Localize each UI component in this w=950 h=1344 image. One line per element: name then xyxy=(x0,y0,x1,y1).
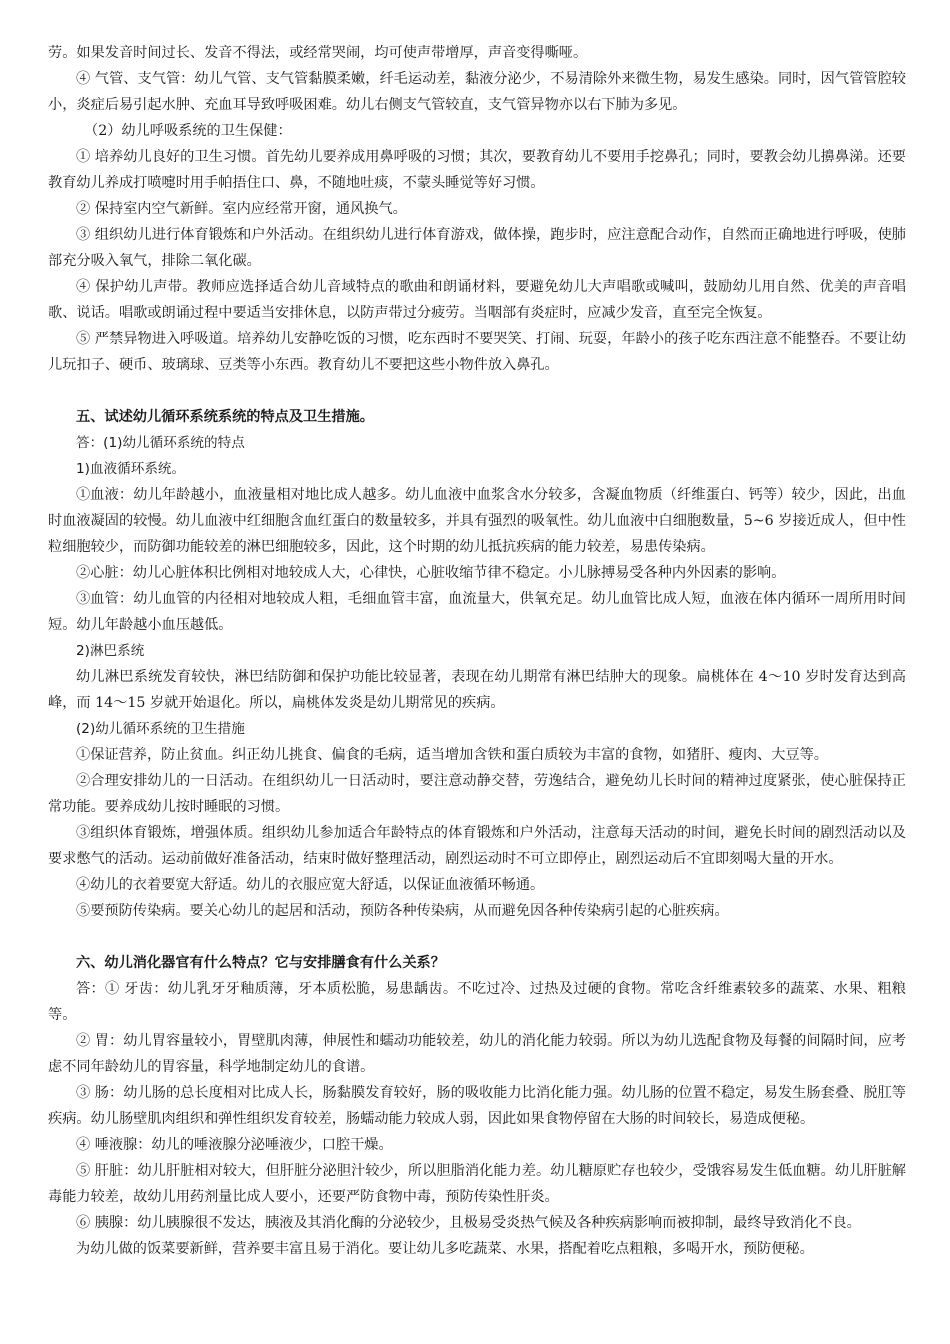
paragraph-intestine: ③ 肠：幼儿肠的总长度相对比成人长，肠黏膜发育较好，肠的吸收能力比消化能力强。幼儿肠的位置不稳定，易发生肠套叠、脱肛等疾病。幼儿肠壁肌肉组织和弹性组织发育较差，肠蠕动能力较成人弱，因此如果食物停留在大肠的时间较长，易造成便秘。 xyxy=(48,1085,906,1127)
paragraph-lymph: 幼儿淋巴系统发育较快，淋巴结防御和保护功能比较显著，表现在幼儿期常有淋巴结肿大的现象。扁桃体在 4～10 岁时发育达到高峰，而 14～15 岁就开始退化。所以，扁桃体发炎是幼儿期常见的疾病。 xyxy=(48,669,906,711)
paragraph-diet-advice: 为幼儿做的饭菜要新鲜，营养要丰富且易于消化。要让幼儿多吃蔬菜、水果，搭配着吃点粗粮，多喝开水，预防便秘。 xyxy=(76,1241,814,1257)
document-page xyxy=(48,40,906,1262)
paragraph-pancreas: ⑥ 胰腺：幼儿胰腺很不发达，胰液及其消化酶的分泌较少，且极易受炎热气候及各种疾病影响而被抑制，最终导致消化不良。 xyxy=(76,1215,861,1231)
section-5-heading: 五、试述幼儿循环系统系统的特点及卫生措施。 xyxy=(76,409,374,425)
paragraph-circ-care-5: ⑤要预防传染病。要关心幼儿的起居和活动，预防各种传染病，从而避免因各种传染病引起的心脏疾病。 xyxy=(76,903,729,919)
paragraph-circ-care-1: ①保证营养，防止贫血。纠正幼儿挑食、偏食的毛病，适当增加含铁和蛋白质较为丰富的食物，如猪肝、瘦肉、大豆等。 xyxy=(76,747,828,763)
paragraph-salivary: ④ 唾液腺：幼儿的唾液腺分泌唾液少，口腔干燥。 xyxy=(76,1137,393,1153)
paragraph-vessel: ③血管：幼儿血管的内径相对地较成人粗，毛细血管丰富，血流量大，供氧充足。幼儿血管比成人短，血液在体内循环一周所用时间短。幼儿年龄越小血压越低。 xyxy=(48,591,906,633)
paragraph-blood: ①血液：幼儿年龄越小，血液量相对地比成人越多。幼儿血液中血浆含水分较多，含凝血物质（纤维蛋白、钙等）较少，因此，出血时血液凝固的较慢。幼儿血液中红细胞含血红蛋白的数量较多，并具有强烈的吸氧性。幼儿血液中白细胞数量，5~6 岁接近成人，但中性粒细胞较少，而防御功能较差的淋巴细胞较多，因此，这个时期的幼儿抵抗疾病的能力较差，易患传染病。 xyxy=(48,487,906,555)
section-spacer xyxy=(48,378,906,404)
paragraph-trachea: ④ 气管、支气管：幼儿气管、支气管黏膜柔嫩，纤毛运动差，黏液分泌少，不易清除外来微生物，易发生感染。同时，因气管管腔较小，炎症后易引起水肿、充血耳导致呼吸困难。幼儿右侧支气管较直，支气管异物亦以右下肺为多见。 xyxy=(48,71,906,113)
section-6-heading: 六、幼儿消化器官有什么特点？它与安排膳食有什么关系？ xyxy=(76,955,445,971)
subheading-blood-circulation: 1)血液循环系统。 xyxy=(76,461,186,477)
subheading-circulation-care: (2)幼儿循环系统的卫生措施 xyxy=(76,721,245,737)
paragraph-stomach: ② 胃：幼儿胃容量较小，胃壁肌肉薄，伸展性和蠕动功能较差，幼儿的消化能力较弱。所以为幼儿选配食物及每餐的间隔时间，应考虑不同年龄幼儿的胃容量，科学地制定幼儿的食谱。 xyxy=(48,1033,906,1075)
paragraph-resp-care-3: ③ 组织幼儿进行体育锻炼和户外活动。在组织幼儿进行体育游戏，做体操，跑步时，应注意配合动作，自然而正确地进行呼吸，使肺部充分吸入氧气，排除二氧化碳。 xyxy=(48,227,906,269)
paragraph-circ-care-2: ②合理安排幼儿的一日活动。在组织幼儿一日活动时，要注意动静交替，劳逸结合，避免幼儿长时间的精神过度紧张，使心脏保持正常功能。要养成幼儿按时睡眠的习惯。 xyxy=(48,773,906,815)
section-spacer xyxy=(48,924,906,950)
paragraph-liver: ⑤ 肝脏：幼儿肝脏相对较大，但肝脏分泌胆汁较少，所以胆脂消化能力差。幼儿糖原贮存也较少，受饿容易发生低血糖。幼儿肝脏解毒能力较差，故幼儿用药剂量比成人要小，还要严防食物中毒，预防传染性肝炎。 xyxy=(48,1163,906,1205)
subheading-lymph: 2)淋巴系统 xyxy=(76,643,145,659)
answer-5-intro: 答：(1)幼儿循环系统的特点 xyxy=(76,435,245,451)
subheading-respiratory-care: （2）幼儿呼吸系统的卫生保健： xyxy=(84,123,292,139)
paragraph-resp-care-4: ④ 保护幼儿声带。教师应选择适合幼儿音域特点的歌曲和朗诵材料，要避免幼儿大声唱歌或喊叫，鼓励幼儿用自然、优美的声音唱歌、说话。唱歌或朗诵过程中要适当安排休息，以防声带过分疲劳。当咽部有炎症时，应减少发音，直至完全恢复。 xyxy=(48,279,906,321)
paragraph-resp-care-1: ① 培养幼儿良好的卫生习惯。首先幼儿要养成用鼻呼吸的习惯；其次，要教育幼儿不要用手挖鼻孔；同时，要教会幼儿擤鼻涕。还要教育幼儿养成打喷嚏时用手帕捂住口、鼻，不随地吐痰，不蒙头睡觉等好习惯。 xyxy=(48,149,906,191)
paragraph-respiratory-continued: 劳。如果发音时间过长、发音不得法，或经常哭闹，均可使声带增厚，声音变得嘶哑。 xyxy=(48,45,588,61)
paragraph-teeth: 答：① 牙齿：幼儿乳牙牙釉质薄，牙本质松脆，易患龋齿。不吃过冷、过热及过硬的食物。常吃含纤维素较多的蔬菜、水果、粗粮等。 xyxy=(48,981,906,1023)
paragraph-resp-care-2: ② 保持室内空气新鲜。室内应经常开窗，通风换气。 xyxy=(76,201,407,217)
paragraph-circ-care-4: ④幼儿的衣着要宽大舒适。幼儿的衣服应宽大舒适，以保证血液循环畅通。 xyxy=(76,877,545,893)
paragraph-resp-care-5: ⑤ 严禁异物进入呼吸道。培养幼儿安静吃饭的习惯，吃东西时不要哭笑、打闹、玩耍，年龄小的孩子吃东西注意不能整吞。不要让幼儿玩扣子、硬币、玻璃球、豆类等小东西。教育幼儿不要把这些小物件放入鼻孔。 xyxy=(48,331,906,373)
paragraph-heart: ②心脏：幼儿心脏体积比例相对地较成人大，心律快，心脏收缩节律不稳定。小儿脉搏易受各种内外因素的影响。 xyxy=(76,565,786,581)
paragraph-circ-care-3: ③组织体育锻炼，增强体质。组织幼儿参加适合年龄特点的体育锻炼和户外活动，注意每天活动的时间，避免长时间的剧烈活动以及要求憋气的活动。运动前做好准备活动，结束时做好整理活动，剧烈运动时不可立即停止，剧烈运动后不宜即刻喝大量的开水。 xyxy=(48,825,906,867)
